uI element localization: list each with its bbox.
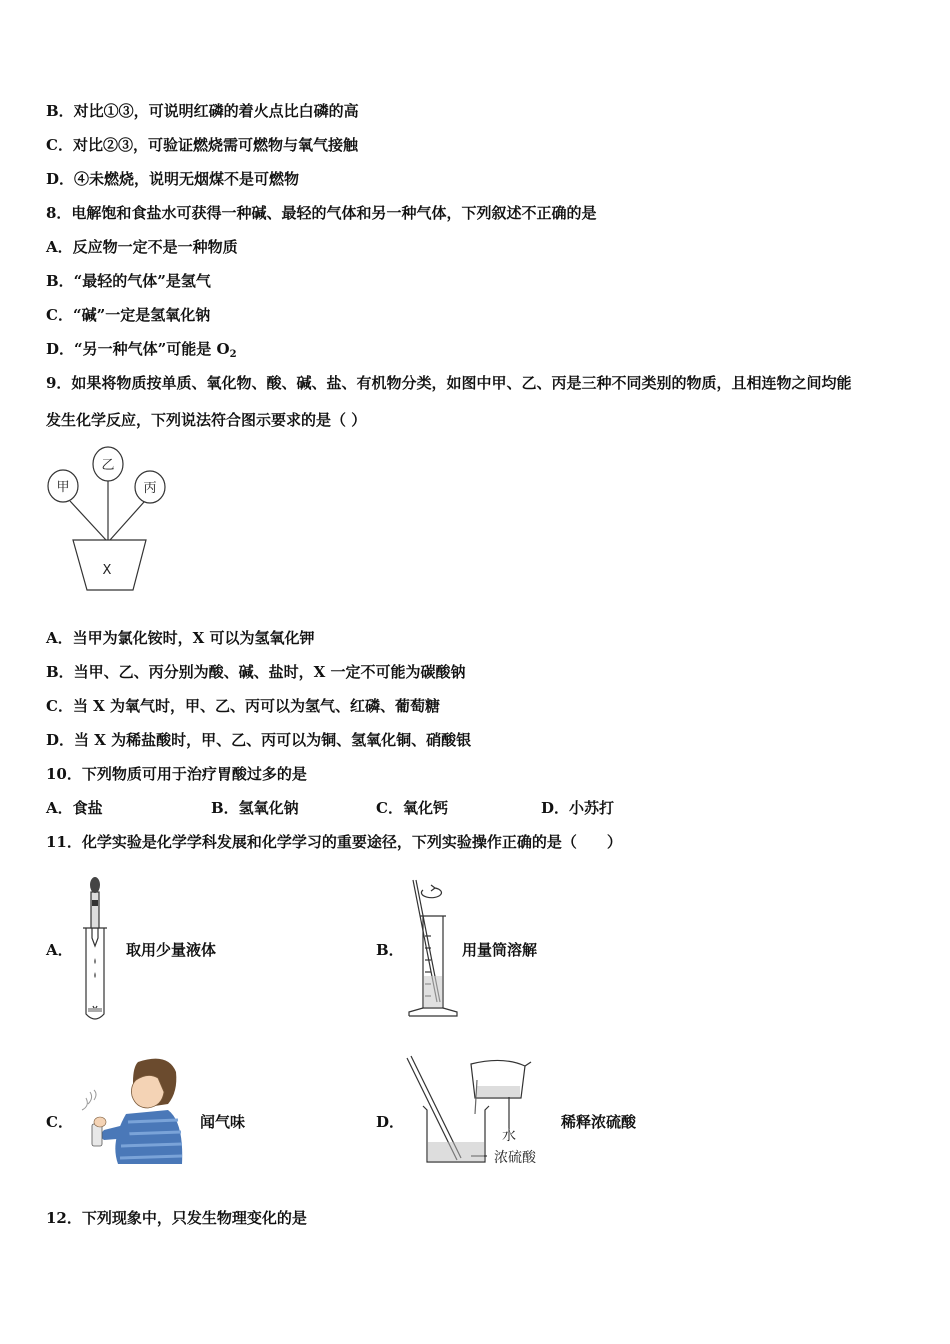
- q10-option-c: C．氧化钙: [376, 799, 448, 817]
- q7-option-c: C．对比②③，可验证燃烧需可燃物与氧气接触: [46, 136, 358, 154]
- q11-option-c-letter: C．: [46, 1113, 73, 1131]
- q12-stem: 12．下列现象中，只发生物理变化的是: [46, 1209, 307, 1227]
- q10-stem: 10．下列物质可用于治疗胃酸过多的是: [46, 765, 307, 783]
- q8-option-a: A．反应物一定不是一种物质: [46, 238, 238, 256]
- q9-stem-line2: 发生化学反应，下列说法符合图示要求的是（ ）: [46, 411, 367, 429]
- q11-option-a-dropper-figure: [80, 876, 112, 1026]
- q9-label-x: X: [102, 563, 112, 578]
- q11-option-d-text: 稀释浓硫酸: [561, 1113, 637, 1131]
- q11-option-c-smelling-figure: [78, 1052, 188, 1167]
- q11-option-b-letter: B．: [376, 941, 404, 959]
- q11-option-b-cylinder-figure: [405, 876, 461, 1021]
- q9-label-bing: 丙: [143, 481, 157, 496]
- q7-option-d: D．④未燃烧，说明无烟煤不是可燃物: [46, 170, 300, 188]
- q11-option-d-water-label: 水: [502, 1128, 516, 1144]
- q11-option-a-letter: A．: [46, 941, 73, 959]
- q10-option-a: A．食盐: [46, 799, 103, 817]
- q8-option-d-subscript: 2: [229, 349, 237, 360]
- q9-option-b: B．当甲、乙、丙分别为酸、碱、盐时，X 一定不可能为碳酸钠: [46, 663, 466, 681]
- q11-option-b-text: 用量筒溶解: [462, 941, 538, 959]
- q9-flowerpot-diagram: [40, 440, 180, 600]
- q9-option-d: D．当 X 为稀盐酸时，甲、乙、丙可以为铜、氢氧化铜、硝酸银: [46, 731, 472, 749]
- q10-option-d: D．小苏打: [541, 799, 615, 817]
- q10-option-b: B．氢氧化钠: [211, 799, 299, 817]
- q9-option-c: C．当 X 为氧气时，甲、乙、丙可以为氢气、红磷、葡萄糖: [46, 697, 441, 715]
- q9-label-jia: 甲: [56, 480, 70, 495]
- q11-option-c-text: 闻气味: [200, 1113, 246, 1131]
- q11-option-d-letter: D．: [376, 1113, 405, 1131]
- q8-option-c: C．“碱”一定是氢氧化钠: [46, 306, 211, 324]
- q8-stem: 8．电解饱和食盐水可获得一种碱、最轻的气体和另一种气体，下列叙述不正确的是: [46, 204, 597, 222]
- q8-option-d: [46, 339, 237, 365]
- q9-label-yi: 乙: [101, 458, 115, 473]
- q9-stem-line1: 9．如果将物质按单质、氧化物、酸、碱、盐、有机物分类，如图中甲、乙、丙是三种不同类别的物质，且相连物之间均能: [46, 374, 852, 392]
- q9-option-a: A．当甲为氯化铵时，X 可以为氢氧化钾: [46, 629, 315, 647]
- q7-option-b: B．对比①③，可说明红磷的着火点比白磷的高: [46, 102, 359, 120]
- q11-option-d-acid-label: 浓硫酸: [494, 1150, 536, 1166]
- q8-option-d-main: D．“另一种气体”可能是 O: [46, 340, 230, 358]
- q11-option-a-text: 取用少量液体: [126, 941, 217, 959]
- q8-option-b: B．“最轻的气体”是氢气: [46, 272, 211, 290]
- q11-option-d-dilution-figure: [405, 1052, 555, 1172]
- q11-stem: 11．化学实验是化学学科发展和化学学习的重要途径，下列实验操作正确的是（ ）: [46, 833, 622, 851]
